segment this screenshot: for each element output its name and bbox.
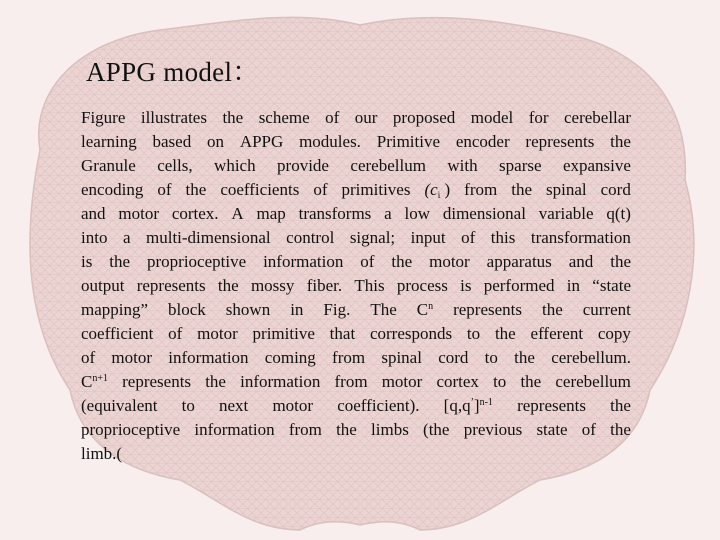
- word: motor: [118, 204, 159, 223]
- word: provide: [277, 156, 329, 175]
- word: proposed: [392, 108, 456, 127]
- word: this: [490, 228, 516, 247]
- word: output: [81, 276, 125, 295]
- word: in: [566, 276, 581, 295]
- word: process: [396, 276, 448, 295]
- word: is: [81, 252, 93, 271]
- word: from: [334, 372, 368, 391]
- word: apparatus: [486, 252, 552, 271]
- word: a: [384, 204, 392, 223]
- word: encoding: [81, 180, 144, 199]
- paragraph-line: [81, 346, 631, 370]
- paragraph-line: [81, 250, 631, 274]
- word: control: [286, 228, 335, 247]
- word: APPG: [239, 132, 284, 151]
- word: of: [81, 348, 96, 367]
- word: the: [541, 300, 563, 319]
- word: to: [466, 324, 481, 343]
- word: (equivalent: [81, 396, 158, 415]
- word: our: [354, 108, 378, 127]
- coefficient-symbol: C: [81, 372, 93, 391]
- word: on: [207, 132, 225, 151]
- word: Granule: [81, 156, 136, 175]
- slide-title: APPG model：: [86, 57, 260, 87]
- word: coming: [264, 348, 316, 367]
- word: cells,: [157, 156, 193, 175]
- word: current: [582, 300, 631, 319]
- word: shown: [225, 300, 271, 319]
- paragraph-line: [81, 130, 631, 154]
- paragraph-line: [81, 418, 631, 442]
- word: previous: [463, 420, 523, 439]
- paragraph-line: [81, 394, 631, 418]
- paragraph-line: [81, 202, 631, 226]
- word: of: [168, 324, 183, 343]
- state-vector: [q,q: [443, 396, 471, 415]
- word: coefficient).: [337, 396, 420, 415]
- word: Fig.: [323, 300, 351, 319]
- word: of: [461, 228, 476, 247]
- word: based: [152, 132, 192, 151]
- word: cerebellum: [555, 372, 631, 391]
- word: [444, 394, 493, 418]
- coefficient-symbol: C: [416, 300, 429, 319]
- word: cerebellum.: [551, 348, 631, 367]
- word: which: [214, 156, 256, 175]
- word: state: [536, 420, 568, 439]
- word: cortex: [436, 372, 479, 391]
- superscript: n+1: [92, 373, 108, 384]
- word: from: [288, 420, 322, 439]
- word: to: [484, 348, 498, 367]
- word: of: [360, 252, 375, 271]
- word: next: [219, 396, 249, 415]
- word: the: [205, 372, 226, 391]
- word: Primitive: [376, 132, 441, 151]
- word: spinal: [381, 348, 422, 367]
- word: a: [122, 228, 131, 247]
- paragraph-line: [81, 274, 631, 298]
- word: [424, 178, 450, 202]
- word: in: [290, 300, 304, 319]
- word: sparse: [499, 156, 542, 175]
- word: from: [464, 180, 498, 199]
- word: cerebellar: [563, 108, 631, 127]
- word: map: [256, 204, 286, 223]
- word: multi-dimensional: [146, 228, 271, 247]
- word: efferent: [530, 324, 584, 343]
- paragraph-line: [81, 298, 631, 322]
- word: fiber.: [306, 276, 343, 295]
- word: illustrates: [140, 108, 207, 127]
- word: This: [354, 276, 385, 295]
- word: information: [194, 420, 275, 439]
- word: cortex.: [171, 204, 219, 223]
- paragraph-line: [81, 178, 631, 202]
- word: primitives: [341, 180, 411, 199]
- paren: ): [444, 180, 451, 199]
- word: input: [410, 228, 446, 247]
- word: q(t): [606, 204, 631, 223]
- word: block: [168, 300, 206, 319]
- word: the: [511, 180, 532, 199]
- word: into: [81, 228, 108, 247]
- word: (the: [423, 420, 450, 439]
- word: represents: [525, 132, 595, 151]
- word: for: [528, 108, 549, 127]
- derivative-mark: ’: [470, 397, 474, 408]
- word: motor: [272, 396, 314, 415]
- word: information: [168, 348, 249, 367]
- word: transforms: [298, 204, 372, 223]
- word: with: [447, 156, 478, 175]
- word: modules.: [299, 132, 361, 151]
- word: the: [610, 132, 631, 151]
- word: expansive: [562, 156, 631, 175]
- word: of: [313, 180, 328, 199]
- word: the: [494, 324, 516, 343]
- word: cord: [438, 348, 469, 367]
- word: of: [157, 180, 172, 199]
- bracket: ]: [473, 396, 480, 415]
- word: A: [231, 204, 244, 223]
- coefficient-symbol: (c: [424, 180, 438, 199]
- word: motor: [381, 372, 423, 391]
- subscript: i: [437, 190, 441, 200]
- word: of: [325, 108, 340, 127]
- word: low: [404, 204, 431, 223]
- word: cord: [600, 180, 631, 199]
- word: Figure: [81, 108, 126, 127]
- word: performed: [483, 276, 555, 295]
- word: represents: [136, 276, 206, 295]
- word: to: [493, 372, 507, 391]
- word: the: [514, 348, 535, 367]
- word: limbs: [371, 420, 409, 439]
- paragraph-line: [81, 106, 631, 130]
- word: the: [185, 180, 207, 199]
- word: the: [610, 396, 631, 415]
- word: motor: [111, 348, 153, 367]
- word: coefficient: [81, 324, 154, 343]
- word: information: [263, 252, 344, 271]
- word: spinal: [546, 180, 587, 199]
- word: from: [332, 348, 366, 367]
- word: scheme: [258, 108, 310, 127]
- word: limb.(: [81, 444, 123, 463]
- word: information: [240, 372, 321, 391]
- word: to: [181, 396, 195, 415]
- word: primitive: [252, 324, 315, 343]
- paragraph-line: [81, 322, 631, 346]
- word: model: [470, 108, 514, 127]
- body-paragraph: [81, 106, 631, 466]
- word: motor: [429, 252, 470, 271]
- word: the: [610, 420, 631, 439]
- word: “state: [592, 276, 631, 295]
- word: learning: [81, 132, 137, 151]
- word: the: [222, 108, 244, 127]
- paragraph-line: [81, 154, 631, 178]
- word: and: [568, 252, 594, 271]
- word: the: [217, 276, 239, 295]
- word: copy: [597, 324, 631, 343]
- word: The: [370, 300, 397, 319]
- word: proprioceptive: [147, 252, 247, 271]
- word: and: [81, 204, 106, 223]
- word: motor: [197, 324, 238, 343]
- word: mossy: [250, 276, 295, 295]
- word: proprioceptive: [81, 420, 181, 439]
- word: corresponds: [369, 324, 453, 343]
- word: the: [520, 372, 542, 391]
- word: the: [109, 252, 131, 271]
- paragraph-line: [81, 370, 631, 394]
- word: the: [336, 420, 357, 439]
- word: variable: [538, 204, 594, 223]
- paragraph-line: [81, 226, 631, 250]
- word: mapping”: [81, 300, 149, 319]
- word: encoder: [455, 132, 510, 151]
- word: represents: [453, 300, 522, 319]
- word: that: [329, 324, 356, 343]
- word: the: [610, 252, 631, 271]
- word: the: [391, 252, 413, 271]
- word: dimensional: [442, 204, 526, 223]
- word: is: [460, 276, 472, 295]
- word: of: [581, 420, 596, 439]
- word: cerebellum: [350, 156, 426, 175]
- word: transformation: [530, 228, 631, 247]
- word: represents: [517, 396, 587, 415]
- superscript: n: [428, 301, 434, 312]
- word: represents: [122, 372, 192, 391]
- word: [81, 370, 108, 394]
- word: [417, 298, 433, 322]
- paragraph-line: [81, 442, 631, 466]
- word: coefficients: [220, 180, 300, 199]
- word: signal;: [349, 228, 396, 247]
- superscript: n-1: [479, 397, 493, 408]
